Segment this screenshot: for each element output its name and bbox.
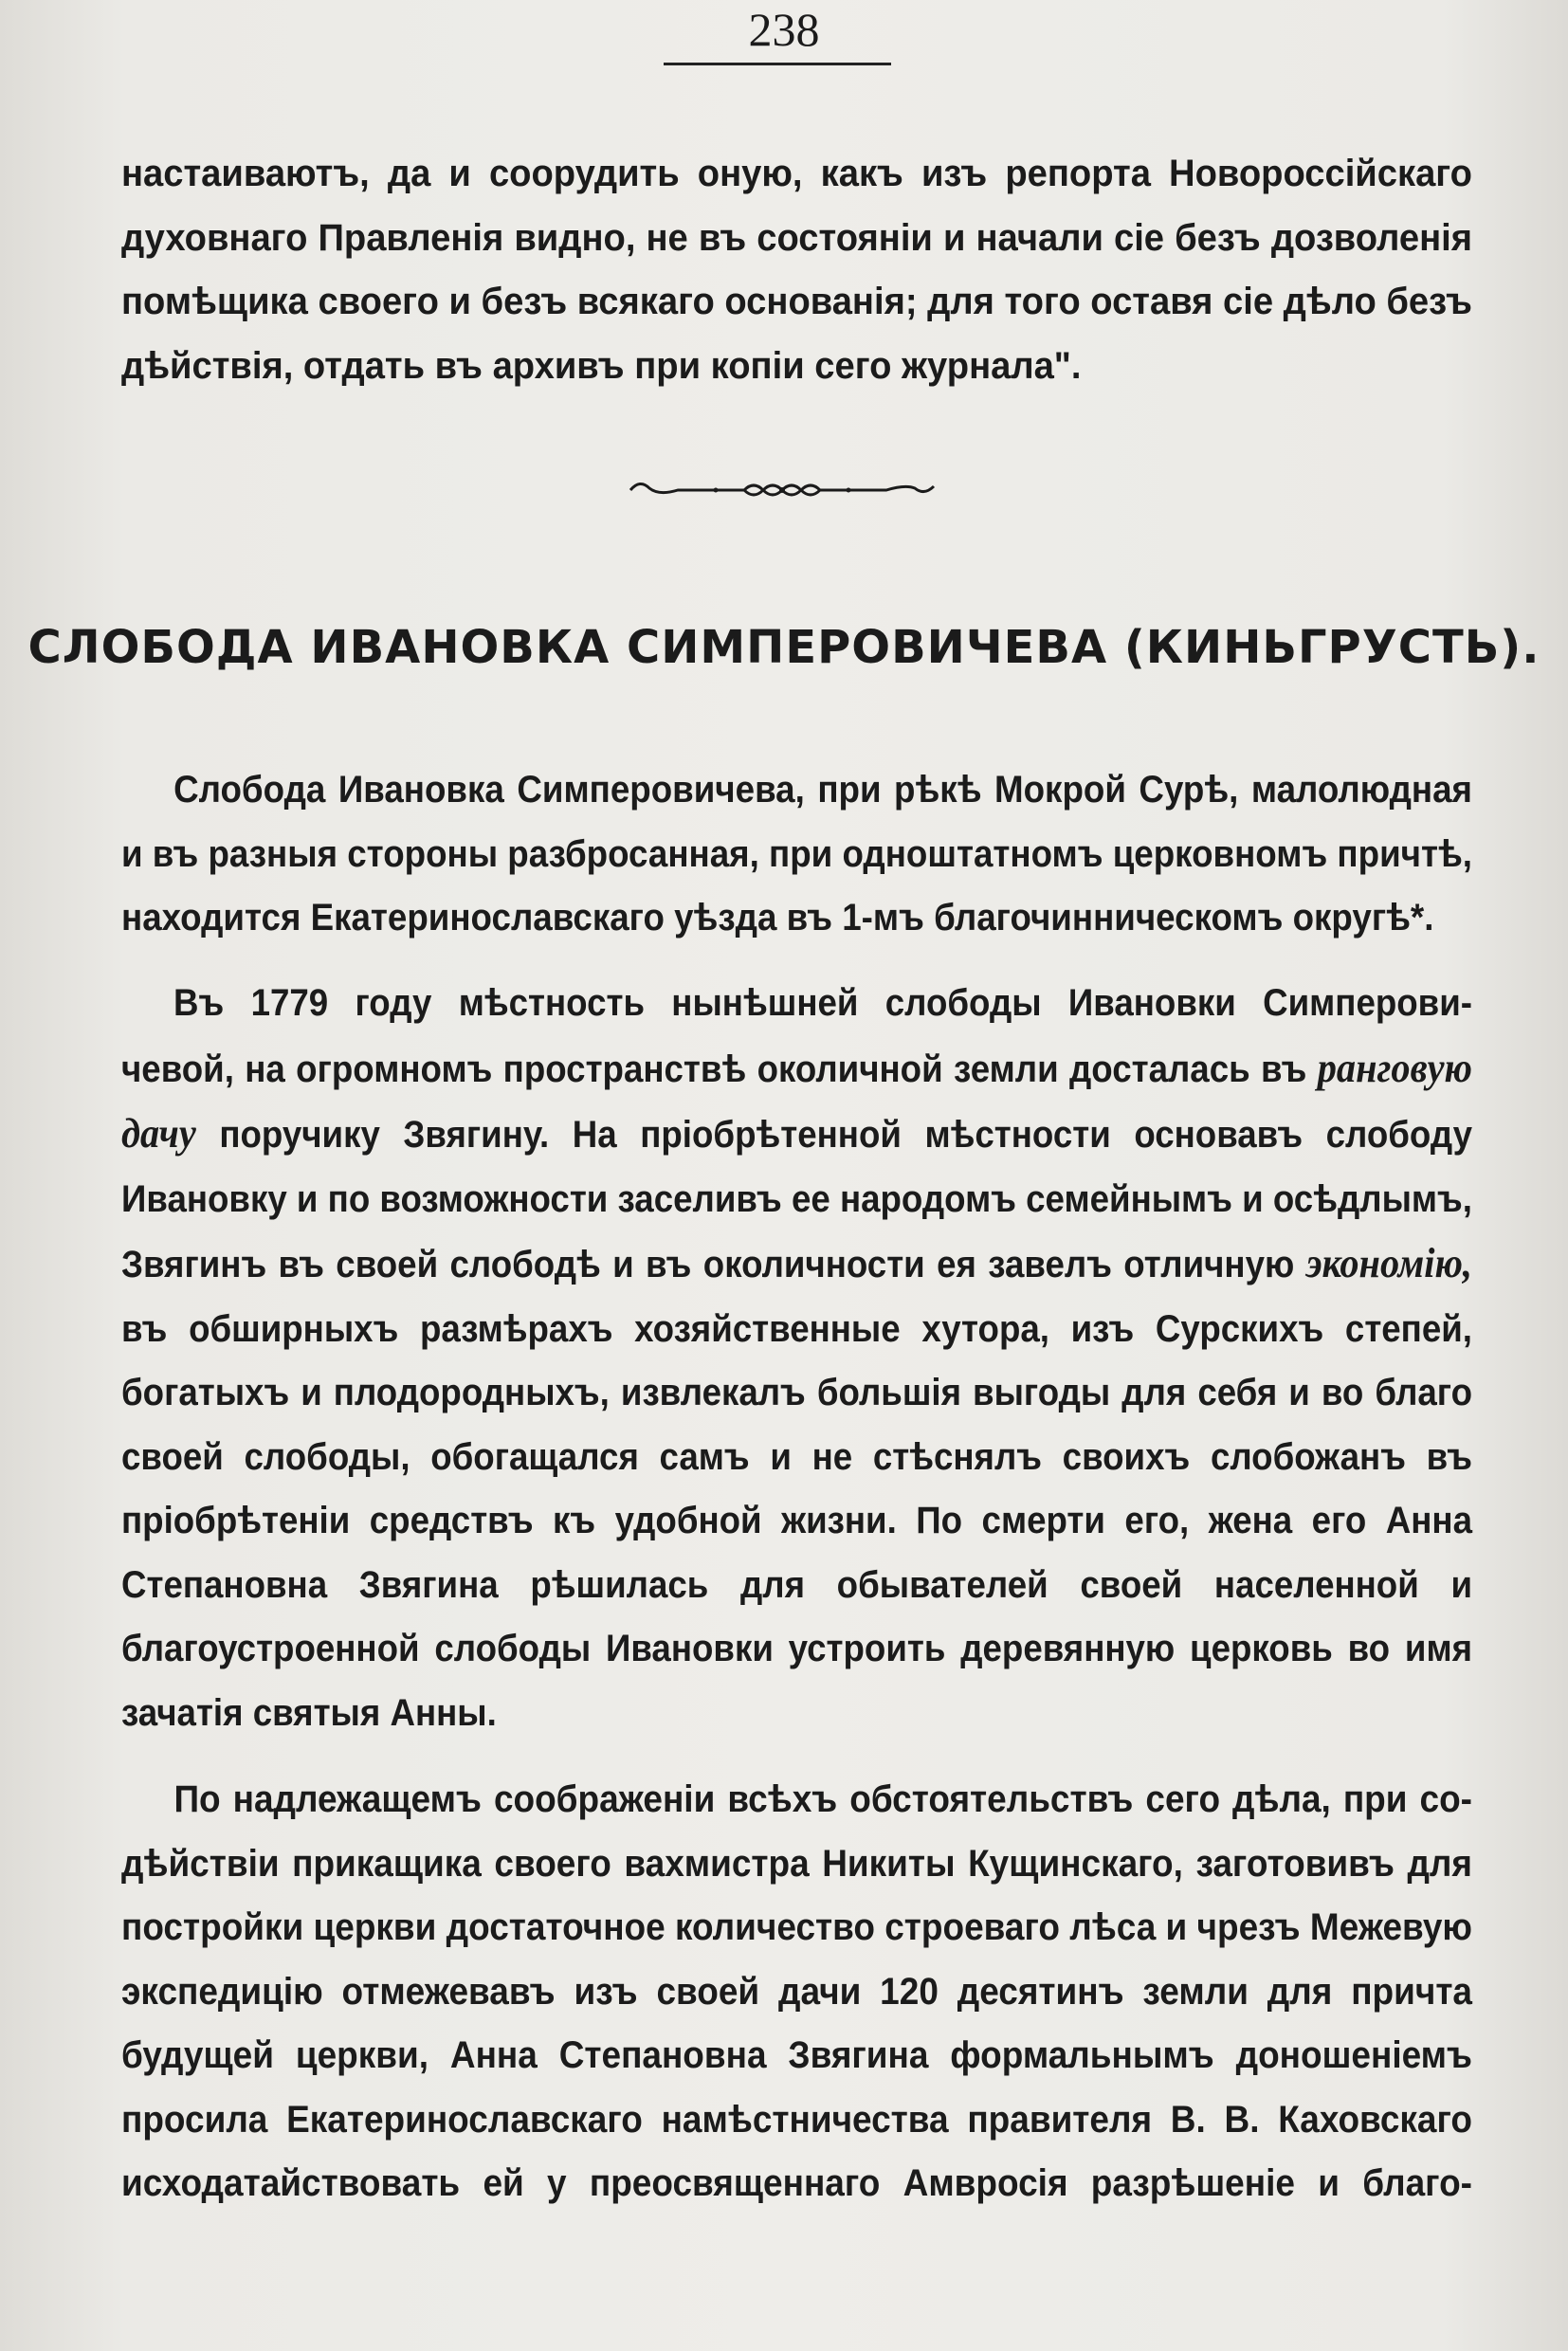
text-line: своей слободы, обогащался самъ и не стѣснялъ своихъ слобожанъ въ (121, 1435, 1472, 1478)
text-line: богатыхъ и плодородныхъ, извлекалъ большія выгоды для себя и во благо (121, 1372, 1472, 1413)
paragraph-1 (121, 758, 1472, 951)
paragraph-3 (121, 1768, 1472, 2216)
text-line: исходатайствовать ей у преосвященнаго Амвросія разрѣшеніе и благо- (121, 2162, 1472, 2204)
text-line: Ивановку и по возможности заселивъ ее народомъ семейнымъ и осѣдлымъ, (121, 1177, 1472, 1220)
text-line: постройки церкви достаточное количество строеваго лѣса и чрезъ Межевую (121, 1906, 1472, 1948)
text-line: и въ разныя стороны разбросанная, при одноштатномъ церковномъ причтѣ, (121, 832, 1472, 875)
text-line: просила Екатеринославскаго намѣстничества правителя В. В. Каховскаго (121, 2098, 1472, 2141)
text-line: Въ 1779 году мѣстность нынѣшней слободы Ивановки Симперови- (173, 982, 1472, 1024)
text-line: экспедицію отмежевавъ изъ своей дачи 120 десятинъ земли для причта (121, 1970, 1472, 2013)
text-line: дачу поручику Звягину. На пріобрѣтенной мѣстности основавъ слободу (121, 1110, 1472, 1157)
text-line: въ обширныхъ размѣрахъ хозяйственные хутора, изъ Сурскихъ степей, (121, 1307, 1472, 1350)
text-line: Слобода Ивановка Симперовичева, при рѣкѣ Мокрой Сурѣ, малолюдная (173, 769, 1472, 811)
text-line: дѣйствія, отдать въ архивъ при копіи сего журнала". (121, 344, 1082, 387)
paragraph-2 (121, 972, 1472, 1745)
top-paragraph (121, 142, 1472, 398)
page-number: 238 (748, 3, 820, 56)
text-line: благоустроенной слободы Ивановки устроить деревянную церковь во имя (121, 1628, 1472, 1669)
text-line: настаиваютъ, да и соорудить оную, какъ изъ репорта Новороссійскаго (121, 153, 1472, 194)
text-line: находится Екатеринославскаго уѣзда въ 1-мъ благочинническомъ округѣ*. (121, 897, 1434, 939)
text-line: пріобрѣтеніи средствъ къ удобной жизни. По смерти его, жена его Анна (121, 1500, 1472, 1541)
text-line: Звягинъ въ своей слободѣ и въ околичности ея завелъ отличную экономію, (121, 1240, 1472, 1286)
text-line: помѣщика своего и безъ всякаго основанія; для того оставя сіе дѣло безъ (121, 281, 1472, 322)
text-line: чевой, на огромномъ пространствѣ околичной земли досталась въ ранговую (121, 1044, 1472, 1091)
text-line: дѣйствіи прикащика своего вахмистра Никиты Кущинскаго, заготовивъ для (121, 1842, 1472, 1885)
text-line: будущей церкви, Анна Степановна Звягина формальнымъ доношеніемъ (121, 2034, 1472, 2076)
text-line: зачатія святыя Анны. (121, 1691, 497, 1734)
section-heading: СЛОБОДА ИВАНОВКА СИМПЕРОВИЧЕВА (КИНЬГРУСТЬ). (27, 621, 1541, 674)
text-line: Степановна Звягина рѣшилась для обывателей своей населенной и (121, 1563, 1472, 1606)
ornament-divider-icon (621, 469, 943, 507)
page-number-underline (664, 63, 891, 65)
text-line: духовнаго Правленія видно, не въ состояніи и начали сіе безъ дозволенія (121, 216, 1472, 259)
text-line: По надлежащемъ соображеніи всѣхъ обстоятельствъ сего дѣла, при со- (173, 1778, 1473, 1820)
